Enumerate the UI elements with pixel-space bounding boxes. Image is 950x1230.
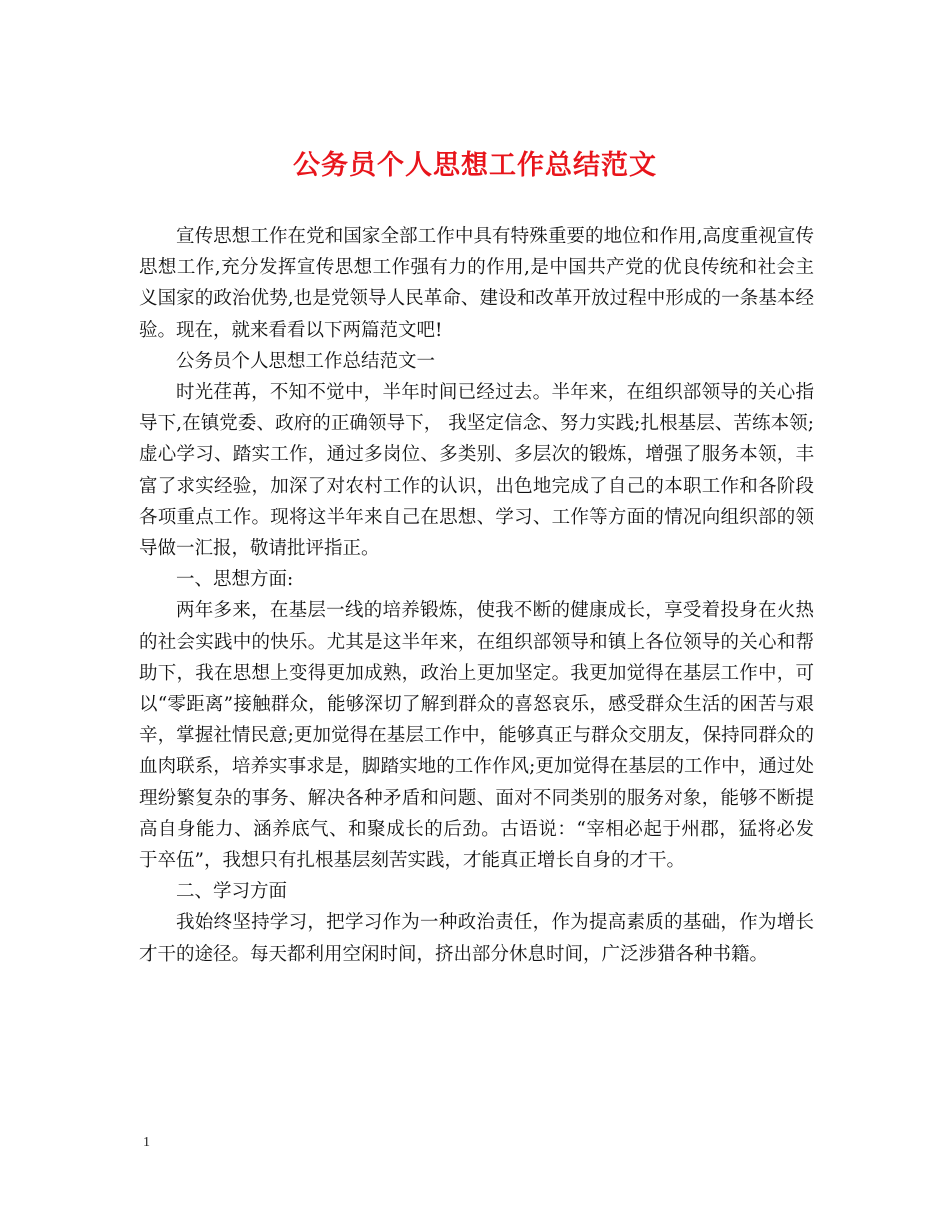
body-paragraph: 两年多来，在基层一线的培养锻炼，使我不断的健康成长，享受着投身在火热的社会实践中的快乐。尤其是这半年来，在组织部领导和镇上各位领导的关心和帮助下，我在思想上变得更加成熟，政治上更加坚定。我更加觉得在基层工作中，可以“零距离”接触群众，能够深切了解到群众的喜怒哀乐，感受群众生活的困苦与艰辛，掌握社情民意;更加觉得在基层工作中，能够真正与群众交朋友，保持同群众的血肉联系，培养实事求是，脚踏实地的工作作风;更加觉得在基层的工作中，通过处理纷繁复杂的事务、解决各种矛盾和问题、面对不同类别的服务对象，能够不断提高自身能力、涵养底气、和聚成长的后劲。古语说：“宰相必起于州郡，猛将必发于卒伍”，我想只有扎根基层刻苦实践，才能真正增长自身的才干。 (139, 600, 814, 872)
document-body (139, 221, 814, 970)
section-heading-study: 二、学习方面 (176, 881, 288, 903)
document-title: 公务员个人思想工作总结范文 (293, 150, 657, 181)
body-paragraph: 我始终坚持学习，把学习作为一种政治责任，作为提高素质的基础，作为增长才干的途径。每天都利用空闲时间，挤出部分休息时间，广泛涉猎各种书籍。 (139, 912, 814, 965)
page-number: 1 (143, 1135, 150, 1150)
section-heading-sample-one: 公务员个人思想工作总结范文一 (176, 350, 436, 372)
section-heading-thought: 一、思想方面: (176, 569, 294, 591)
body-paragraph: 时光荏苒，不知不觉中，半年时间已经过去。半年来，在组织部领导的关心指导下,在镇党委、政府的正确领导下， 我坚定信念、努力实践;扎根基层、苦练本领;虚心学习、踏实工作，通过多岗位、多类别、多层次的锻炼，增强了服务本领，丰富了求实经验，加深了对农村工作的认识，出色地完成了自己的本职工作和各阶段各项重点工作。现将这半年来自己在思想、学习、工作等方面的情况向组织部的领导做一汇报，敬请批评指正。 (139, 382, 814, 560)
intro-paragraph: 宣传思想工作在党和国家全部工作中具有特殊重要的地位和作用,高度重视宣传思想工作,充分发挥宣传思想工作强有力的作用,是中国共产党的优良传统和社会主义国家的政治优势,也是党领导人民革命、建设和改革开放过程中形成的一条基本经验。现在，就来看看以下两篇范文吧! (139, 226, 814, 341)
